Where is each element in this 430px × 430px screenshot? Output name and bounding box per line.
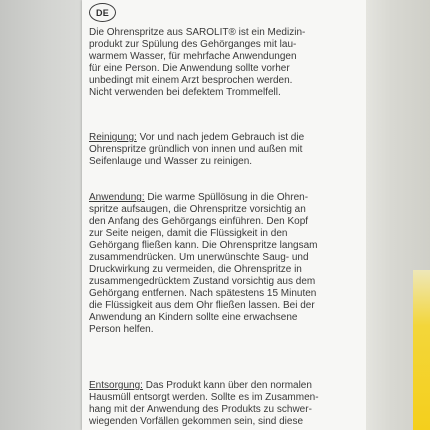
disposal-line: wiegenden Vorfällen gekommen sein, sind diese: [89, 416, 304, 427]
cleaning-line: Seifenlauge und Wasser zu reinigen.: [89, 156, 253, 167]
intro-line: Die Ohrenspritze aus SAROLIT® ist ein Medizin-: [89, 27, 306, 38]
background-left: [0, 0, 82, 430]
usage-line: zusammendrücken. Um unerwünschte Saug- und: [89, 252, 309, 263]
usage-line: Person helfen.: [89, 324, 154, 335]
usage-line: Gehörgang entfernen. Nach spätestens 15 Minuten: [89, 288, 317, 299]
disposal-paragraph: [89, 380, 366, 428]
leaflet-page: [82, 0, 366, 430]
disposal-line: Hausmüll entsorgt werden. Sollte es im Zusammen-: [89, 392, 319, 403]
intro-line: produkt zur Spülung des Gehörganges mit lau-: [89, 39, 297, 50]
usage-text: Die warme Spüllösung in die Ohren-: [144, 192, 309, 203]
intro-line: für eine Person. Die Anwendung sollte vorher: [89, 63, 290, 74]
intro-line: warmem Wasser, für mehrfache Anwendungen: [89, 51, 297, 62]
language-badge: DE: [89, 3, 116, 22]
cleaning-first-line: [89, 132, 366, 144]
cleaning-text: Vor und nach jedem Gebrauch ist die: [136, 132, 305, 143]
usage-line: zur Seite neigen, damit die Flüssigkeit in den: [89, 228, 288, 239]
cleaning-line: Ohrenspritze gründlich von innen und außen mit: [89, 144, 303, 155]
usage-line: Anwendung an Kindern sollte eine erwachsene: [89, 312, 298, 323]
intro-paragraph: [89, 27, 366, 99]
disposal-text: Das Produkt kann über den normalen: [142, 380, 312, 391]
usage-line: den Anfang des Gehörgangs einführen. Den Kopf: [89, 216, 309, 227]
cleaning-heading: Reinigung:: [89, 132, 137, 143]
usage-line: zusammengedrücktem Zustand vorsichtig aus dem: [89, 276, 316, 287]
usage-line: Gehörgang fließen kann. Die Ohrenspritze langsam: [89, 240, 318, 251]
disposal-line: hang mit der Anwendung des Produkts zu schwer-: [89, 404, 312, 415]
disposal-heading: Entsorgung:: [89, 380, 143, 391]
usage-heading: Anwendung:: [89, 192, 145, 203]
yellow-packaging-edge: [413, 270, 430, 430]
usage-line: Druckwirkung zu vermeiden, die Ohrenspritze in: [89, 264, 302, 275]
intro-line: Nicht verwenden bei defektem Trommelfell.: [89, 87, 281, 98]
usage-line: spritze aufsaugen, die Ohrenspritze vorsichtig an: [89, 204, 306, 215]
intro-line: unbedingt mit einem Arzt besprochen werden.: [89, 75, 293, 86]
disposal-first-line: [89, 380, 366, 392]
usage-first-line: [89, 192, 366, 204]
usage-line: die Flüssigkeit aus dem Ohr fließen lassen. Bei der: [89, 300, 315, 311]
usage-paragraph: [89, 192, 366, 336]
cleaning-paragraph: [89, 132, 366, 168]
